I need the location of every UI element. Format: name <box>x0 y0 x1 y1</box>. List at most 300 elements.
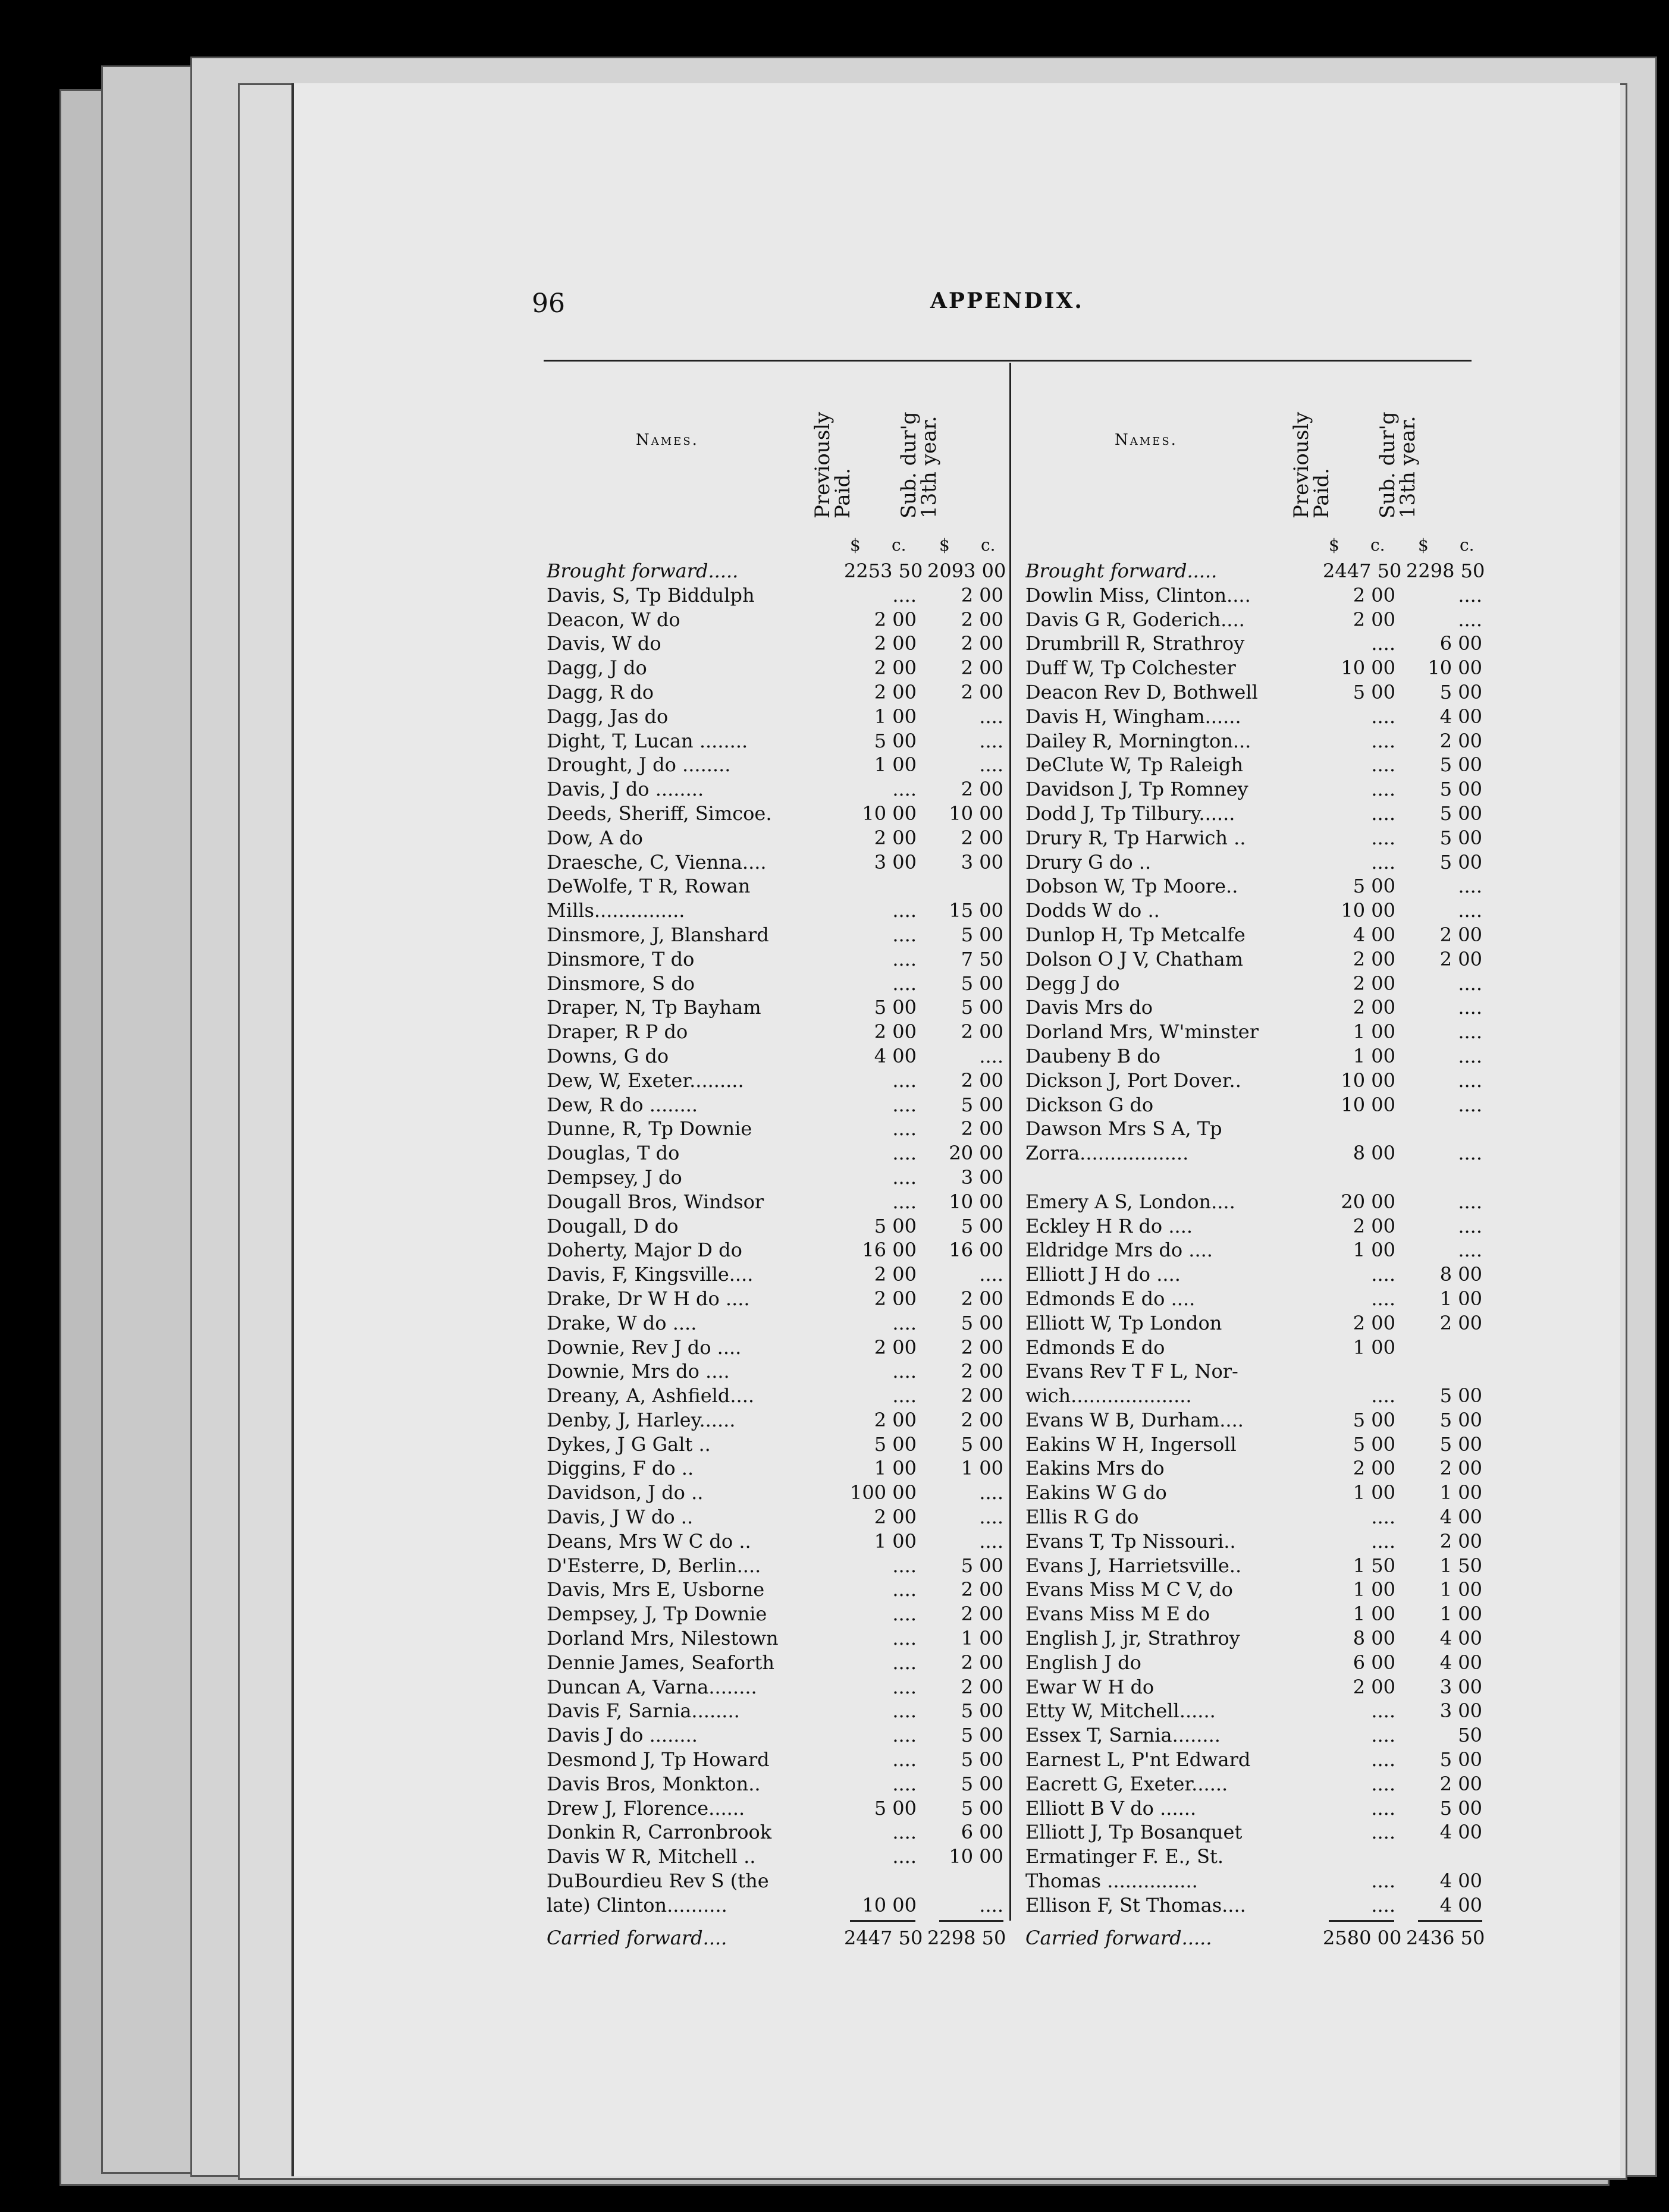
subscribed-amount: .... <box>979 1481 1003 1504</box>
previously-paid-amount: .... <box>1371 826 1395 849</box>
entry-name: Dickson G do <box>1025 1093 1154 1116</box>
ledger-row <box>1025 1117 1483 1141</box>
subscribed-amount: 2 00 <box>961 1675 1003 1698</box>
subscribed-amount: 4 00 <box>1439 1627 1482 1650</box>
entry-name: Elliott B V do ...... <box>1025 1796 1197 1820</box>
subscribed-amount: 20 00 <box>949 1142 1003 1165</box>
previously-paid-amount: .... <box>1371 1869 1395 1893</box>
ledger-row <box>547 1311 1005 1336</box>
ledger-row <box>1025 1190 1483 1214</box>
previously-paid-amount: 2 00 <box>1353 996 1395 1019</box>
previously-paid-amount: 5 00 <box>1353 875 1395 898</box>
ledger-row <box>547 1165 1005 1190</box>
subscribed-amount: 2 00 <box>961 1578 1003 1601</box>
right-column <box>1025 363 1483 1950</box>
ledger-row <box>547 1359 1005 1384</box>
entry-name: DeClute W, Tp Raleigh <box>1025 753 1243 777</box>
subscribed-amount: 2 00 <box>961 1020 1003 1044</box>
previously-paid-amount: .... <box>1371 1724 1395 1747</box>
ledger-row <box>1025 1529 1483 1554</box>
entry-name: Davis, Mrs E, Usborne <box>547 1578 765 1601</box>
ledger-row <box>547 1384 1005 1408</box>
entry-name: Dinsmore, J, Blanshard <box>547 923 769 946</box>
ledger-row <box>1025 1311 1483 1336</box>
ledger-row <box>1025 1359 1483 1384</box>
ledger-row <box>547 1699 1005 1723</box>
ledger-row <box>547 1578 1005 1602</box>
entry-name: Earnest L, P'nt Edward <box>1025 1748 1251 1771</box>
subscribed-amount: .... <box>979 1506 1003 1529</box>
subscribed-header: Sub. dur'g 13th year. <box>1376 411 1420 519</box>
subscribed-amount: 2 00 <box>961 1360 1003 1383</box>
column-header <box>547 363 1005 535</box>
entry-name: Davis H, Wingham...... <box>1025 705 1241 728</box>
ledger-row <box>1025 1554 1483 1578</box>
subscribed-amount: .... <box>1458 608 1482 631</box>
entry-name: Duncan A, Varna........ <box>547 1675 757 1698</box>
entry-name: Draper, N, Tp Bayham <box>547 996 761 1019</box>
previously-paid-amount: 10 00 <box>1341 656 1395 680</box>
entry-name: Degg J do <box>1025 972 1120 995</box>
ledger-row <box>1025 1020 1483 1044</box>
ledger-row <box>1025 1432 1483 1457</box>
subscribed-amount: .... <box>1458 583 1482 607</box>
previously-paid-amount: 2 00 <box>1353 583 1395 607</box>
ledger-row <box>547 898 1005 923</box>
entry-name: Drake, Dr W H do .... <box>547 1287 750 1310</box>
entry-name: Drought, J do ........ <box>547 753 731 777</box>
subscribed-amount: 5 00 <box>1439 850 1482 874</box>
subscribed-amount: .... <box>1458 1214 1482 1237</box>
subscribed-amount: .... <box>979 1044 1003 1067</box>
entry-name: Dodd J, Tp Tilbury...... <box>1025 802 1235 825</box>
carried-forward-label: Carried forward..... <box>1025 1926 1212 1949</box>
ledger-row <box>1025 1845 1483 1869</box>
previously-paid-amount: .... <box>892 1821 917 1844</box>
subscribed-amount: 5 00 <box>961 1796 1003 1820</box>
ledger-row <box>1025 705 1483 729</box>
entry-name: DuBourdieu Rev S (the <box>547 1869 769 1893</box>
carried-forward-row <box>547 1926 1005 1950</box>
entry-name: Brought forward..... <box>1025 560 1218 582</box>
entry-name: Davis J do ........ <box>547 1724 698 1747</box>
ledger-row <box>1025 1408 1483 1432</box>
ledger-row <box>547 947 1005 972</box>
ledger-row <box>547 1481 1005 1505</box>
ledger-row <box>547 1748 1005 1772</box>
subscribed-amount: 15 00 <box>949 899 1003 922</box>
previously-paid-amount: 4 00 <box>874 1044 917 1067</box>
previously-paid-amount: .... <box>892 1311 917 1334</box>
subscribed-amount: 5 00 <box>1439 1748 1482 1771</box>
ledger-row <box>1025 995 1483 1020</box>
entry-name: Davis, J W do .. <box>547 1506 694 1529</box>
ledger-row <box>547 1893 1005 1918</box>
subscribed-amount: 5 00 <box>961 972 1003 995</box>
previously-paid-amount: .... <box>892 1772 917 1795</box>
ledger-row <box>547 874 1005 898</box>
previously-paid-amount: 10 00 <box>862 802 917 825</box>
ledger-row <box>547 1723 1005 1748</box>
ledger-row <box>547 1408 1005 1432</box>
subscribed-amount: .... <box>979 705 1003 728</box>
subscribed-amount: 1 00 <box>961 1457 1003 1480</box>
entry-name: Davis, F, Kingsville.... <box>547 1263 754 1286</box>
previously-paid-amount: .... <box>892 923 917 946</box>
ledger-row <box>1025 777 1483 802</box>
sum-underline <box>850 1920 915 1922</box>
subscribed-amount: 4 00 <box>1439 1506 1482 1529</box>
entry-name: Dawson Mrs S A, Tp <box>1025 1117 1222 1140</box>
subscribed-amount: 5 00 <box>961 1093 1003 1116</box>
ledger-row <box>547 1117 1005 1141</box>
ledger-row <box>547 1069 1005 1093</box>
previously-paid-amount: .... <box>1371 1529 1395 1553</box>
header-rule <box>544 360 1472 362</box>
ledger-row <box>547 1141 1005 1165</box>
previously-paid-header: Previously Paid. <box>1290 411 1334 519</box>
ledger-row <box>547 1093 1005 1117</box>
entry-name: Dew, W, Exeter......... <box>547 1069 744 1092</box>
previously-paid-amount: 2 00 <box>874 632 917 655</box>
ledger-row <box>1025 656 1483 680</box>
subscribed-amount: 5 00 <box>1439 1796 1482 1820</box>
entry-name: Elliott W, Tp London <box>1025 1311 1222 1334</box>
entry-list <box>1025 559 1483 1950</box>
previously-paid-amount: .... <box>892 1165 917 1189</box>
ledger-row <box>547 850 1005 875</box>
ledger-row <box>547 1796 1005 1821</box>
previously-paid-amount: 1 00 <box>1353 1239 1395 1262</box>
previously-paid-amount: 4 00 <box>1353 923 1395 946</box>
previously-paid-amount: 2 00 <box>1353 972 1395 995</box>
subscribed-amount: .... <box>979 1893 1003 1916</box>
ledger-row <box>547 1554 1005 1578</box>
ledger-row <box>547 1432 1005 1457</box>
previously-paid-amount: .... <box>892 1699 917 1723</box>
previously-paid-amount: .... <box>892 1675 917 1698</box>
entry-name: Evans W B, Durham.... <box>1025 1408 1244 1431</box>
previously-paid-amount: .... <box>892 1724 917 1747</box>
previously-paid-amount: .... <box>892 1093 917 1116</box>
entry-name: Etty W, Mitchell...... <box>1025 1699 1216 1723</box>
previously-paid-amount: .... <box>892 1578 917 1601</box>
ledger-row <box>547 1529 1005 1554</box>
entry-name: DeWolfe, T R, Rowan <box>547 875 751 898</box>
sum-rule <box>547 1918 1005 1926</box>
ledger-row <box>1025 898 1483 923</box>
entry-name: Drury R, Tp Harwich .. <box>1025 826 1246 849</box>
subscribed-header: Sub. dur'g 13th year. <box>897 411 941 519</box>
ledger-row <box>547 1456 1005 1481</box>
previously-paid-amount: 2 00 <box>874 1263 917 1286</box>
column-divider <box>1009 363 1011 1921</box>
entry-name: Dreany, A, Ashfield.... <box>547 1384 755 1407</box>
previously-paid-amount: .... <box>892 899 917 922</box>
subscribed-amount: 2 00 <box>961 1069 1003 1092</box>
entry-name: Evans J, Harrietsville.. <box>1025 1554 1242 1577</box>
previously-paid-amount: .... <box>1371 778 1395 801</box>
previously-paid-amount: 2 00 <box>874 1336 917 1359</box>
entry-name: Edmonds E do .... <box>1025 1287 1196 1310</box>
ledger-row <box>547 1845 1005 1869</box>
ledger-row <box>1025 1578 1483 1602</box>
ledger-row <box>547 1651 1005 1675</box>
previously-paid-amount: .... <box>892 1627 917 1650</box>
previously-paid-amount: 2 00 <box>874 680 917 703</box>
subscribed-amount: 2 00 <box>1439 1529 1482 1553</box>
previously-paid-amount: 2 00 <box>1353 608 1395 631</box>
subscribed-amount: .... <box>979 1529 1003 1553</box>
entry-name: English J, jr, Strathroy <box>1025 1627 1240 1650</box>
entry-name: Davis G R, Goderich.... <box>1025 608 1245 631</box>
ledger-row <box>1025 947 1483 972</box>
entry-name: D'Esterre, D, Berlin.... <box>547 1554 761 1577</box>
entry-name: Dougall, D do <box>547 1214 679 1237</box>
subscribed-amount: .... <box>1458 1044 1482 1067</box>
ledger-row <box>1025 802 1483 826</box>
sum-underline <box>1418 1920 1482 1922</box>
ledger-row <box>1025 1772 1483 1796</box>
previously-paid-amount: 2 00 <box>874 608 917 631</box>
entry-name: Draesche, C, Vienna.... <box>547 850 767 874</box>
subscribed-amount: 5 00 <box>961 1554 1003 1577</box>
entry-name: Dempsey, J, Tp Downie <box>547 1603 767 1626</box>
entry-name: Dorland Mrs, Nilestown <box>547 1627 779 1650</box>
ledger-row <box>547 1505 1005 1529</box>
previously-paid-amount: .... <box>1371 705 1395 728</box>
previously-paid-amount: 2 00 <box>874 1020 917 1044</box>
subscribed-amount: 6 00 <box>961 1821 1003 1844</box>
entry-name: Eacrett G, Exeter...... <box>1025 1772 1228 1795</box>
left-column <box>547 363 1005 1950</box>
previously-paid-amount: 1 00 <box>874 1457 917 1480</box>
carried-forward-label: Carried forward.... <box>547 1926 727 1949</box>
ledger-row <box>1025 850 1483 875</box>
entry-name: Dunlop H, Tp Metcalfe <box>1025 923 1246 946</box>
subscribed-amount: 10 00 <box>949 1190 1003 1213</box>
ledger-row <box>1025 608 1483 632</box>
entry-name: Eckley H R do .... <box>1025 1214 1193 1237</box>
ledger-row <box>1025 1141 1483 1165</box>
entry-name: late) Clinton.......... <box>547 1893 727 1916</box>
subscribed-amount: 2 00 <box>961 1117 1003 1140</box>
subscribed-amount: 4 00 <box>1439 705 1482 728</box>
sum-underline <box>1329 1920 1394 1922</box>
previously-paid-amount: 2 00 <box>874 826 917 849</box>
subscribed-amount: .... <box>1458 1142 1482 1165</box>
entry-name: Evans Miss M E do <box>1025 1603 1210 1626</box>
previously-paid-amount: .... <box>892 972 917 995</box>
subscribed-amount: 2 00 <box>1439 1311 1482 1334</box>
subscribed-amount: 5 00 <box>961 1724 1003 1747</box>
subscribed-amount: 1 50 <box>1439 1554 1482 1577</box>
previously-paid-amount: 5 00 <box>874 996 917 1019</box>
entry-name: Duff W, Tp Colchester <box>1025 656 1236 680</box>
previously-paid-amount: 1 00 <box>874 1529 917 1553</box>
entry-name: Davis, J do ........ <box>547 778 704 801</box>
previously-paid-amount: .... <box>892 1603 917 1626</box>
subscribed-amount: 2 00 <box>1439 729 1482 752</box>
subscribed-amount: 3 00 <box>1439 1675 1482 1698</box>
subscribed-amount: 16 00 <box>949 1239 1003 1262</box>
entry-name: Davis Mrs do <box>1025 996 1153 1019</box>
previously-paid-amount: 3 00 <box>874 850 917 874</box>
subscribed-amount: 5 00 <box>961 1432 1003 1456</box>
previously-paid-amount: .... <box>892 1384 917 1407</box>
entry-name: Draper, R P do <box>547 1020 688 1044</box>
entry-name: Downie, Rev J do .... <box>547 1336 742 1359</box>
subscribed-amount: 5 00 <box>1439 778 1482 801</box>
subscribed-amount: .... <box>1458 1069 1482 1092</box>
cents-sign: c. <box>981 535 996 555</box>
subscribed-amount: 3 00 <box>961 850 1003 874</box>
dollar-sign: $ <box>850 535 861 555</box>
ledger-row <box>547 656 1005 680</box>
ledger-row <box>547 729 1005 753</box>
previously-paid-amount: .... <box>1371 753 1395 777</box>
previously-paid-amount: 5 00 <box>1353 1408 1395 1431</box>
subscribed-amount: 1 00 <box>1439 1287 1482 1310</box>
ledger-row <box>1025 1093 1483 1117</box>
entry-name: Ewar W H do <box>1025 1675 1155 1698</box>
ledger-row <box>547 1675 1005 1699</box>
ledger-row <box>1025 972 1483 996</box>
ledger-row <box>547 826 1005 850</box>
ledger-row <box>1025 1820 1483 1845</box>
entry-name: Douglas, T do <box>547 1142 680 1165</box>
entry-name: Davis, S, Tp Biddulph <box>547 583 755 607</box>
previously-paid-amount: 8 00 <box>1353 1142 1395 1165</box>
previously-paid-amount: 2 00 <box>1353 947 1395 970</box>
subscribed-amount: 2 00 <box>961 608 1003 631</box>
ledger-row <box>1025 1069 1483 1093</box>
entry-name: Donkin R, Carronbrook <box>547 1821 772 1844</box>
previously-paid-amount: 5 00 <box>874 1432 917 1456</box>
previously-paid-amount: .... <box>1371 1796 1395 1820</box>
ledger-row <box>547 680 1005 705</box>
subscribed-amount: 2 00 <box>961 1287 1003 1310</box>
subscribed-amount: 4 00 <box>1439 1821 1482 1844</box>
subscribed-amount: 2093 00 <box>927 560 1006 582</box>
previously-paid-amount: .... <box>1371 1893 1395 1916</box>
ledger-row <box>1025 1748 1483 1772</box>
subscribed-amount: .... <box>1458 1190 1482 1213</box>
previously-paid-amount: 2 00 <box>874 1287 917 1310</box>
ledger-row <box>1025 1384 1483 1408</box>
subscribed-amount: .... <box>979 729 1003 752</box>
previously-paid-amount: .... <box>892 1845 917 1868</box>
subscribed-amount: 2 00 <box>961 632 1003 655</box>
subscribed-amount: .... <box>979 1263 1003 1286</box>
ledger-row <box>1025 1336 1483 1360</box>
subscribed-amount: 5 00 <box>961 1748 1003 1771</box>
ledger-row <box>1025 753 1483 777</box>
subscribed-amount: 2 00 <box>961 656 1003 680</box>
entry-name: Davis W R, Mitchell .. <box>547 1845 756 1868</box>
subscribed-amount: 5 00 <box>1439 753 1482 777</box>
subscribed-amount: 4 00 <box>1439 1651 1482 1674</box>
previously-paid-amount: 1 00 <box>874 753 917 777</box>
entry-name: Doherty, Major D do <box>547 1239 742 1262</box>
previously-paid-amount: 2 00 <box>1353 1214 1395 1237</box>
previously-paid-amount: 20 00 <box>1341 1190 1395 1213</box>
subscribed-amount: 4 00 <box>1439 1893 1482 1916</box>
ledger-row <box>1025 874 1483 898</box>
subscribed-amount: 3 00 <box>1439 1699 1482 1723</box>
entry-name: Desmond J, Tp Howard <box>547 1748 770 1771</box>
ledger-row <box>1025 1626 1483 1651</box>
previously-paid-amount: .... <box>1371 1699 1395 1723</box>
cents-sign: c. <box>892 535 906 555</box>
subscribed-amount: 2 00 <box>961 1384 1003 1407</box>
previously-paid-header: Previously Paid. <box>811 411 855 519</box>
ledger-row <box>547 1214 1005 1239</box>
entry-name: Dolson O J V, Chatham <box>1025 947 1243 970</box>
previously-paid-amount: .... <box>1371 1263 1395 1286</box>
previously-paid-amount: 5 00 <box>874 729 917 752</box>
subscribed-amount: 6 00 <box>1439 632 1482 655</box>
entry-name: Thomas ............... <box>1025 1869 1198 1893</box>
entry-name: Dykes, J G Galt .. <box>547 1432 711 1456</box>
subscribed-amount: .... <box>1458 1239 1482 1262</box>
subscribed-amount: 5 00 <box>1439 1408 1482 1431</box>
previously-paid-amount: .... <box>1371 1748 1395 1771</box>
carried-forward-row <box>1025 1926 1483 1950</box>
previously-paid-amount: 8 00 <box>1353 1627 1395 1650</box>
subscribed-amount: 5 00 <box>961 1772 1003 1795</box>
subscribed-amount: .... <box>979 753 1003 777</box>
subscribed-amount: .... <box>1458 1020 1482 1044</box>
entry-name: Drury G do .. <box>1025 850 1152 874</box>
entry-name: Dempsey, J do <box>547 1165 682 1189</box>
previously-paid-amount: 2 00 <box>874 656 917 680</box>
ledger-row <box>547 1336 1005 1360</box>
subscribed-amount: 2 00 <box>961 1651 1003 1674</box>
entry-name: Drake, W do .... <box>547 1311 697 1334</box>
previously-paid-amount: .... <box>892 1190 917 1213</box>
entry-name: Diggins, F do .. <box>547 1457 694 1480</box>
entry-name: Deans, Mrs W C do .. <box>547 1529 751 1553</box>
subscribed-amount: 2 00 <box>961 680 1003 703</box>
entry-name: Essex T, Sarnia........ <box>1025 1724 1221 1747</box>
entry-name: Dagg, R do <box>547 680 654 703</box>
subscribed-amount: .... <box>1458 972 1482 995</box>
entry-name: Eakins W H, Ingersoll <box>1025 1432 1237 1456</box>
previously-paid-amount: 10 00 <box>1341 1069 1395 1092</box>
ledger-row <box>547 995 1005 1020</box>
previously-paid-amount: .... <box>1371 729 1395 752</box>
previously-paid-amount: 2 00 <box>1353 1311 1395 1334</box>
subscribed-amount: 4 00 <box>1439 1869 1482 1893</box>
ledger-row <box>1025 1262 1483 1287</box>
previously-paid-amount: 10 00 <box>1341 899 1395 922</box>
entry-name: English J do <box>1025 1651 1141 1674</box>
ledger-row <box>1025 1893 1483 1918</box>
sum-underline <box>939 1920 1003 1922</box>
subscribed-amount: 2298 50 <box>1406 560 1485 582</box>
previously-paid-amount: .... <box>892 1069 917 1092</box>
ledger-row <box>547 972 1005 996</box>
subscribed-amount: 5 00 <box>961 1311 1003 1334</box>
entry-name: Evans T, Tp Nissouri.. <box>1025 1529 1236 1553</box>
names-header: Names. <box>1115 431 1178 449</box>
previously-paid-amount: 1 00 <box>1353 1481 1395 1504</box>
previously-paid-amount: .... <box>1371 1506 1395 1529</box>
previously-paid-amount: 5 00 <box>1353 1432 1395 1456</box>
entry-name: Denby, J, Harley...... <box>547 1408 736 1431</box>
ledger-row <box>1025 1869 1483 1893</box>
